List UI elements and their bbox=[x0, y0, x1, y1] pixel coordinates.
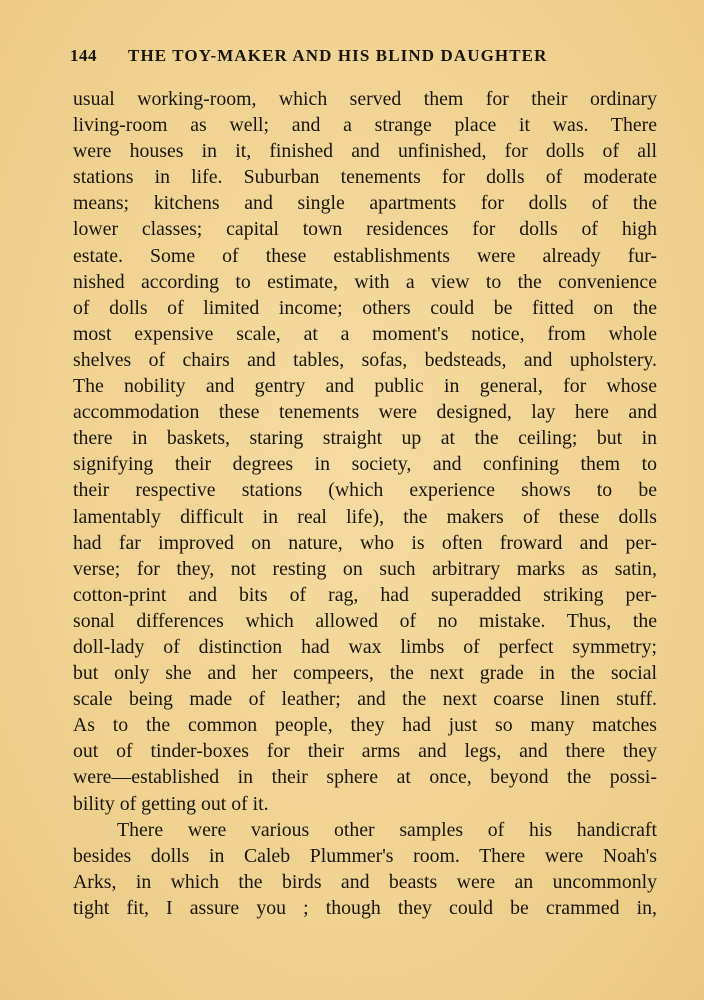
text-line: out of tinder-boxes for their arms and legs, and there they bbox=[73, 740, 657, 763]
running-title: THE TOY-MAKER AND HIS BLIND DAUGHTER bbox=[128, 46, 548, 65]
text-line: but only she and her compeers, the next grade in the social bbox=[73, 662, 657, 685]
text-line: scale being made of leather; and the next coarse linen stuff. bbox=[73, 688, 657, 711]
body-text bbox=[73, 86, 657, 921]
text-line: usual working-room, which served them for their ordinary bbox=[73, 88, 657, 110]
text-line: doll-lady of distinction had wax limbs of perfect symmetry; bbox=[73, 635, 657, 658]
text-line: nished according to estimate, with a view to the convenience bbox=[73, 270, 657, 293]
text-line: living-room as well; and a strange place it was. There bbox=[73, 114, 657, 137]
paragraph-start-line: There were various other samples of his handicraft bbox=[117, 818, 657, 841]
text-line: besides dolls in Caleb Plummer's room. There were Noah's bbox=[73, 844, 657, 867]
text-line: Arks, in which the birds and beasts were an uncommonly bbox=[73, 870, 657, 893]
text-line: sonal differences which allowed of no mistake. Thus, the bbox=[73, 609, 657, 632]
text-line: bility of getting out of it. bbox=[73, 792, 269, 815]
text-line: were—established in their sphere at once, beyond the possi- bbox=[73, 766, 657, 789]
running-head bbox=[70, 46, 660, 74]
text-line: their respective stations (which experience shows to be bbox=[73, 479, 657, 502]
text-line: cotton-print and bits of rag, had superadded striking per- bbox=[73, 583, 657, 606]
text-line: means; kitchens and single apartments for dolls of the bbox=[73, 192, 657, 215]
text-line: of dolls of limited income; others could be fitted on the bbox=[73, 296, 657, 319]
text-line: stations in life. Suburban tenements for dolls of moderate bbox=[73, 166, 657, 189]
page-number: 144 bbox=[70, 46, 97, 65]
text-line: lamentably difficult in real life), the makers of these dolls bbox=[73, 505, 657, 528]
text-line: most expensive scale, at a moment's notice, from whole bbox=[73, 322, 657, 345]
text-line: The nobility and gentry and public in general, for whose bbox=[73, 375, 657, 398]
text-line: verse; for they, not resting on such arbitrary marks as satin, bbox=[73, 557, 657, 580]
text-line: As to the common people, they had just so many matches bbox=[73, 714, 657, 737]
text-line: lower classes; capital town residences for dolls of high bbox=[73, 218, 657, 241]
text-line: signifying their degrees in society, and confining them to bbox=[73, 453, 657, 476]
text-line: shelves of chairs and tables, sofas, bedsteads, and upholstery. bbox=[73, 348, 657, 371]
text-line: tight fit, I assure you ; though they could be crammed in, bbox=[73, 896, 657, 919]
text-line: there in baskets, staring straight up at the ceiling; but in bbox=[73, 427, 657, 450]
text-line: estate. Some of these establishments were already fur- bbox=[73, 244, 657, 267]
text-line: accommodation these tenements were designed, lay here and bbox=[73, 401, 657, 424]
text-line: had far improved on nature, who is often froward and per- bbox=[73, 531, 657, 554]
text-line: were houses in it, finished and unfinished, for dolls of all bbox=[73, 140, 657, 163]
